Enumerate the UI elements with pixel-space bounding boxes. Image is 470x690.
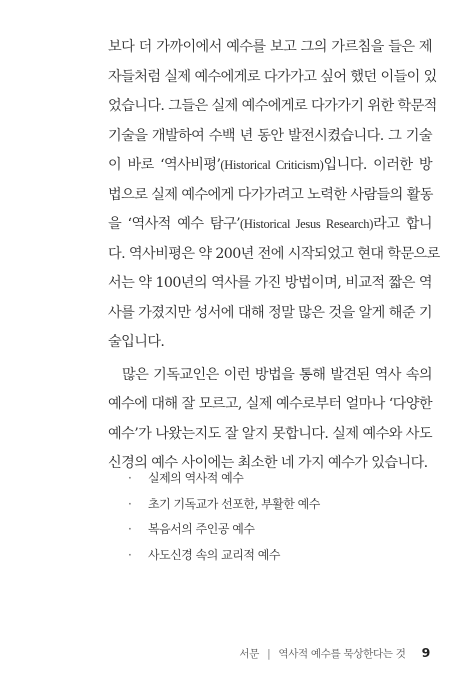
list-item: [128, 492, 320, 518]
text-line: 술입니다.: [108, 334, 165, 350]
text-segment: 라고 합니: [373, 216, 432, 232]
text-line: 법으로 실제 예수에게 다가가려고 노력한 사람들의 활동: [108, 186, 433, 203]
text-segment: 입니다. 이러한 방: [323, 157, 433, 173]
text-line: 예수’가 나왔는지도 잘 알지 못합니다. 실제 예수와 사도: [108, 425, 432, 442]
list-item: [128, 517, 320, 543]
text-line: 기술을 개발하여 수백 년 동안 발전시켰습니다. 그 기술: [108, 127, 432, 144]
paragraph-2: [108, 361, 432, 479]
list-item: [128, 543, 320, 569]
text-line: 사를 가졌지만 성서에 대해 정말 많은 것을 알게 해준 기: [108, 304, 432, 321]
list-item-text: 실제의 역사적 예수: [148, 471, 244, 485]
text-line: 신경의 예수 사이에는 최소한 네 가지 예수가 있습니다.: [108, 455, 428, 471]
list-item-text: 사도신경 속의 교리적 예수: [148, 547, 280, 562]
text-line: 다. 역사비평은 약 200년 전에 시작되었고 현대 학문으로: [108, 245, 440, 262]
text-line: 보다 더 가까이에서 예수를 보고 그의 가르침을 들은 제: [108, 39, 432, 55]
list-item-text: 복음서의 주인공 예수: [148, 522, 255, 536]
body-text: [108, 33, 440, 479]
text-segment: 이 바로 ‘역사비평’: [108, 157, 221, 173]
text-line: 었습니다. 그들은 실제 예수에게로 다가가기 위한 학문적: [108, 98, 437, 114]
text-line: [108, 151, 432, 181]
bullet-list: [128, 466, 320, 568]
list-item-text: 초기 기독교가 선포한, 부활한 예수: [148, 496, 320, 511]
text-line: 많은 기독교인은 이런 방법을 통해 발견된 역사 속의: [122, 366, 432, 383]
text-line: 자들처럼 실제 예수에게로 다가가고 싶어 했던 이들이 있: [108, 68, 437, 85]
paragraph-1: [108, 33, 440, 358]
bullet-marker: ·: [128, 547, 132, 562]
text-line: 예수에 대해 잘 모르고, 실제 예수로부터 얼마나 ‘다양한: [108, 396, 432, 412]
text-line: 서는 약 100년의 역사를 가진 방법이며, 비교적 짧은 역: [108, 275, 432, 291]
page-number: 9: [421, 645, 430, 660]
bullet-marker: ·: [128, 496, 132, 511]
latin-term: (Historical Jesus Research): [240, 217, 374, 231]
latin-term: (Historical Criticism): [220, 158, 324, 172]
text-segment: 을 ‘역사적 예수 탐구’: [108, 216, 241, 232]
text-line: [108, 210, 432, 240]
footer-section: 서문: [239, 648, 260, 660]
bullet-marker: ·: [128, 471, 132, 485]
page-footer: [239, 643, 430, 663]
footer-separator: |: [267, 648, 271, 660]
list-item: [128, 466, 320, 492]
footer-title: 역사적 예수를 묵상한다는 것: [278, 648, 406, 660]
bullet-marker: ·: [128, 522, 132, 536]
